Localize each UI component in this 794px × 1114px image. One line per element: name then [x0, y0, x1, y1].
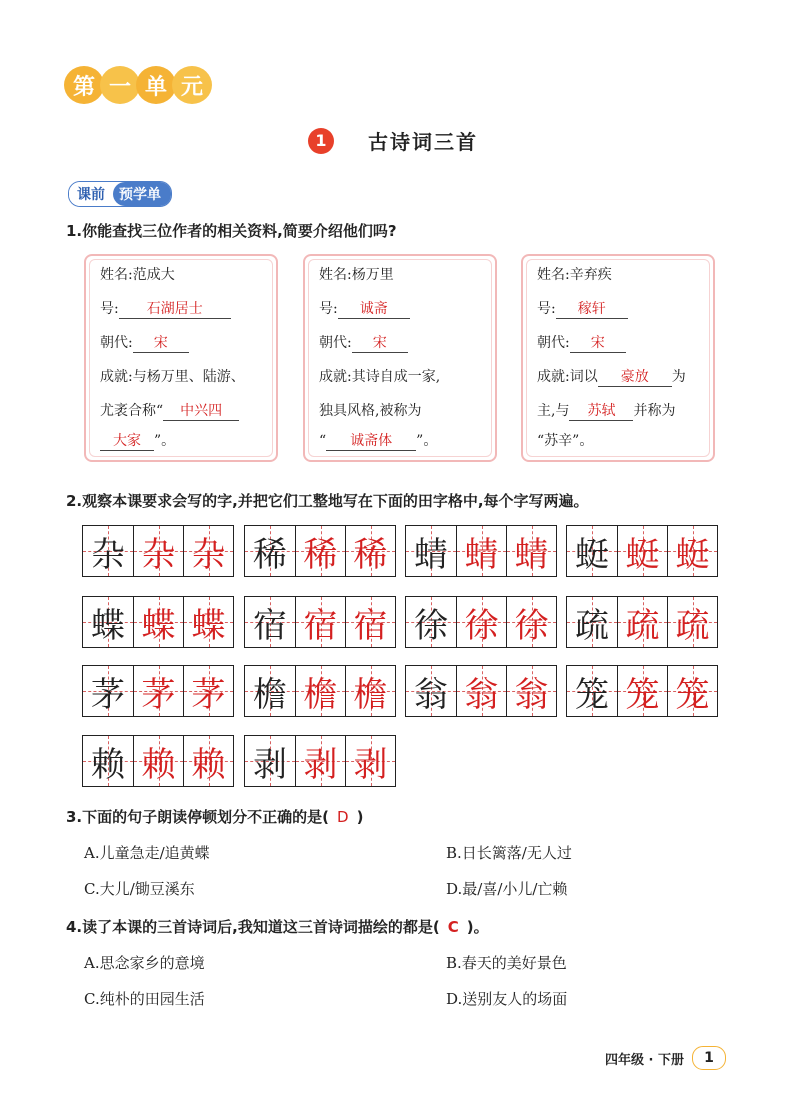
hao-label: 号: — [319, 301, 338, 317]
achievement-answer: 大家 — [100, 430, 154, 451]
achievement-line-3 — [100, 430, 266, 451]
author-hao-row — [100, 298, 266, 319]
option-c: C.纯朴的田园生活 — [84, 990, 205, 1008]
tianzige-cell-answer: 蜻 — [456, 526, 506, 576]
tianzige-cell-answer: 蝶 — [133, 597, 183, 647]
achievement-answer: 中兴四 — [163, 400, 239, 421]
author-card-fan — [84, 254, 278, 462]
tianzige-cell-answer: 蜓 — [617, 526, 667, 576]
tianzige-block — [82, 735, 234, 787]
author-hao-row — [537, 298, 703, 319]
tianzige-cell-answer: 翁 — [456, 666, 506, 716]
tianzige-block — [244, 525, 396, 577]
hao-label: 号: — [537, 301, 556, 317]
tianzige-cell-answer: 杂 — [133, 526, 183, 576]
question-2: 2.观察本课要求会写的字,并把它们工整地写在下面的田字格中,每个字写两遍。 — [66, 492, 589, 510]
tianzige-block — [566, 665, 718, 717]
tianzige-block — [566, 525, 718, 577]
lesson-title: 古诗词三首 — [368, 130, 478, 154]
tianzige-block — [82, 525, 234, 577]
tianzige-cell: 蜓 — [567, 526, 617, 576]
achievement-text: 成就:词以 — [537, 369, 598, 385]
tianzige-cell: 蜻 — [406, 526, 456, 576]
achievement-text: 尤袤合称“ — [100, 403, 164, 419]
option-b: B.日长篱落/无人过 — [446, 844, 572, 862]
section-tag — [68, 181, 172, 207]
tianzige-cell: 茅 — [83, 666, 133, 716]
tianzige-cell-answer: 笼 — [617, 666, 667, 716]
achievement-answer: 豪放 — [598, 366, 672, 387]
achievement-line-3: “苏辛”。 — [537, 433, 594, 449]
tianzige-cell-answer: 疏 — [667, 597, 717, 647]
tianzige-cell: 赖 — [83, 736, 133, 786]
tianzige-block — [405, 665, 557, 717]
hao-answer: 稼轩 — [556, 298, 628, 319]
tianzige-cell: 疏 — [567, 597, 617, 647]
option-a: A.儿童急走/追黄蝶 — [84, 844, 210, 862]
unit-char: 第 — [64, 66, 104, 104]
achievement-line-1: 成就:与杨万里、陆游、 — [100, 369, 245, 385]
tianzige-cell: 杂 — [83, 526, 133, 576]
author-dynasty-row — [319, 332, 485, 353]
unit-char: 单 — [136, 66, 176, 104]
tianzige-cell-answer: 宿 — [295, 597, 345, 647]
tianzige-cell: 徐 — [406, 597, 456, 647]
tianzige-cell-answer: 剥 — [295, 736, 345, 786]
question-text: )。 — [466, 918, 489, 936]
tianzige-cell-answer: 蜓 — [667, 526, 717, 576]
author-name: 姓名:辛弃疾 — [537, 267, 612, 283]
question-text: ) — [356, 808, 364, 826]
achievement-line-1: 成就:其诗自成一家, — [319, 369, 441, 385]
page-footer — [605, 1046, 726, 1070]
author-dynasty-row — [100, 332, 266, 353]
tianzige-cell: 翁 — [406, 666, 456, 716]
unit-char: 一 — [100, 66, 140, 104]
achievement-answer: 苏轼 — [569, 400, 633, 421]
tianzige-cell: 檐 — [245, 666, 295, 716]
tianzige-cell-answer: 翁 — [506, 666, 556, 716]
tianzige-block — [82, 665, 234, 717]
tianzige-cell-answer: 檐 — [295, 666, 345, 716]
option-d: D.送别友人的场面 — [446, 990, 568, 1008]
tianzige-cell-answer: 疏 — [617, 597, 667, 647]
question-3 — [66, 806, 363, 827]
tianzige-block — [566, 596, 718, 648]
author-name: 姓名:杨万里 — [319, 267, 394, 283]
tianzige-cell-answer: 稀 — [295, 526, 345, 576]
hao-label: 号: — [100, 301, 119, 317]
tianzige-cell: 稀 — [245, 526, 295, 576]
achievement-line-3 — [319, 430, 485, 451]
achievement-text: 为 — [671, 369, 686, 385]
achievement-answer: 诚斋体 — [326, 430, 416, 451]
question-4 — [66, 916, 489, 937]
option-b: B.春天的美好景色 — [446, 954, 567, 972]
page-number: 1 — [692, 1046, 726, 1070]
achievement-line-1 — [537, 366, 703, 387]
achievement-line-2 — [100, 400, 266, 421]
tianzige-cell: 宿 — [245, 597, 295, 647]
unit-badge — [64, 66, 208, 104]
dynasty-label: 朝代: — [100, 335, 133, 351]
lesson-number: 1 — [308, 128, 334, 154]
dynasty-label: 朝代: — [319, 335, 352, 351]
tianzige-cell: 剥 — [245, 736, 295, 786]
tianzige-cell-answer: 檐 — [345, 666, 395, 716]
author-card-xin — [521, 254, 715, 462]
tianzige-cell-answer: 稀 — [345, 526, 395, 576]
answer-mark: C — [447, 918, 459, 936]
author-card-yang — [303, 254, 497, 462]
achievement-text: “ — [319, 433, 327, 449]
tianzige-block — [82, 596, 234, 648]
achievement-line-2: 独具风格,被称为 — [319, 403, 422, 419]
tianzige-cell: 笼 — [567, 666, 617, 716]
dynasty-label: 朝代: — [537, 335, 570, 351]
tianzige-cell-answer: 杂 — [183, 526, 233, 576]
achievement-text: 主,与 — [537, 403, 570, 419]
author-name: 姓名:范成大 — [100, 267, 175, 283]
tianzige-cell-answer: 赖 — [183, 736, 233, 786]
dynasty-answer: 宋 — [352, 332, 408, 353]
tianzige-cell-answer: 徐 — [506, 597, 556, 647]
author-hao-row — [319, 298, 485, 319]
dynasty-answer: 宋 — [570, 332, 626, 353]
tianzige-cell-answer: 宿 — [345, 597, 395, 647]
tianzige-cell-answer: 赖 — [133, 736, 183, 786]
tianzige-block — [244, 665, 396, 717]
tianzige-cell-answer: 蝶 — [183, 597, 233, 647]
tag-label-secondary: 预学单 — [113, 182, 171, 206]
option-d: D.最/喜/小儿/亡赖 — [446, 880, 568, 898]
tianzige-cell-answer: 茅 — [133, 666, 183, 716]
answer-mark: D — [337, 808, 349, 826]
tianzige-cell-answer: 蜻 — [506, 526, 556, 576]
author-dynasty-row — [537, 332, 703, 353]
question-1: 1.你能查找三位作者的相关资料,简要介绍他们吗? — [66, 222, 397, 240]
hao-answer: 诚斋 — [338, 298, 410, 319]
hao-answer: 石湖居士 — [119, 298, 231, 319]
grade-label: 四年级 · 下册 — [605, 1052, 684, 1068]
tianzige-block — [405, 596, 557, 648]
tianzige-cell: 蝶 — [83, 597, 133, 647]
tag-label-primary: 课前 — [69, 182, 113, 206]
achievement-text: ”。 — [416, 433, 438, 449]
achievement-text: ”。 — [154, 433, 176, 449]
lesson-header — [308, 126, 478, 155]
unit-char: 元 — [172, 66, 212, 104]
tianzige-cell-answer: 徐 — [456, 597, 506, 647]
option-c: C.大儿/锄豆溪东 — [84, 880, 195, 898]
tianzige-block — [244, 596, 396, 648]
tianzige-cell-answer: 笼 — [667, 666, 717, 716]
tianzige-block — [244, 735, 396, 787]
tianzige-cell-answer: 剥 — [345, 736, 395, 786]
option-a: A.思念家乡的意境 — [84, 954, 205, 972]
dynasty-answer: 宋 — [133, 332, 189, 353]
achievement-line-2 — [537, 400, 703, 421]
tianzige-cell-answer: 茅 — [183, 666, 233, 716]
question-text: 4.读了本课的三首诗词后,我知道这三首诗词描绘的都是( — [66, 918, 440, 936]
achievement-text: 并称为 — [633, 403, 676, 419]
tianzige-block — [405, 525, 557, 577]
question-text: 3.下面的句子朗读停顿划分不正确的是( — [66, 808, 329, 826]
